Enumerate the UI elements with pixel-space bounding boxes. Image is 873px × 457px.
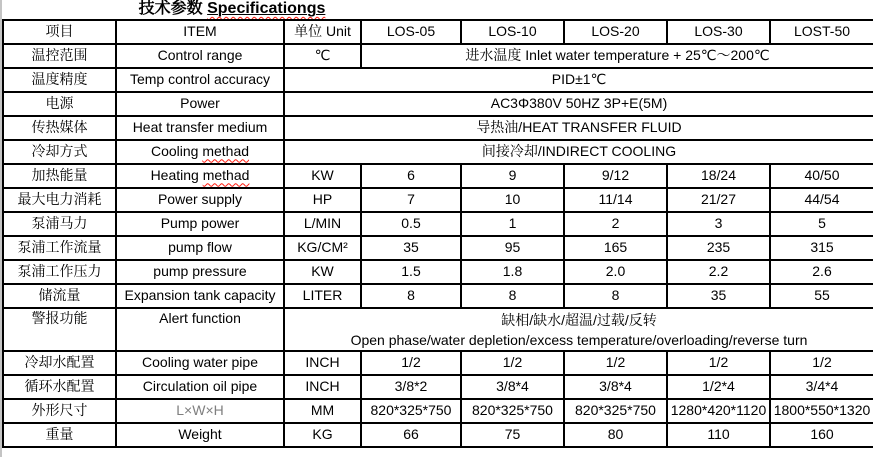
circulation-oil-pipe-los-10: 3/8*4 (461, 375, 564, 399)
header-item-zh: 项目 (3, 20, 116, 44)
circulation-oil-pipe-item-zh: 循环水配置 (3, 375, 116, 399)
heating-capacity-los-20: 9/12 (564, 164, 667, 188)
spec-table (2, 19, 873, 448)
dimensions-item-en: L×W×H (116, 399, 284, 423)
header-item-en: ITEM (116, 20, 284, 44)
pump-pressure-lost-50: 2.6 (770, 260, 873, 284)
expansion-tank-los-10: 8 (461, 284, 564, 308)
cooling-water-pipe-los-20: 1/2 (564, 351, 667, 375)
header-row (3, 20, 873, 44)
heat-transfer-medium-merged-value: 导热油/HEAT TRANSFER FLUID (284, 116, 873, 140)
row-pump-power (3, 212, 873, 236)
dimensions-los-30: 1280*420*1120 (667, 399, 770, 423)
cooling-method-merged-value: 间接冷却/INDIRECT COOLING (284, 140, 873, 164)
alert-function-line-1: 缺相/缺水/超温/过载/反转 (501, 312, 657, 328)
cooling-water-pipe-los-30: 1/2 (667, 351, 770, 375)
row-power (3, 92, 873, 116)
header-los-05: LOS-05 (361, 20, 461, 44)
max-power-consumption-lost-50: 44/54 (770, 188, 873, 212)
weight-lost-50: 160 (770, 423, 873, 447)
max-power-consumption-los-20: 11/14 (564, 188, 667, 212)
alert-function-line-2: Open phase/water depletion/excess temperature/overloading/reverse turn (350, 332, 808, 348)
max-power-consumption-los-10: 10 (461, 188, 564, 212)
temp-accuracy-merged-value: PID±1℃ (284, 68, 873, 92)
row-alert-function (3, 308, 873, 351)
cooling-water-pipe-item-zh: 冷却水配置 (3, 351, 116, 375)
row-control-range (3, 44, 873, 68)
heating-capacity-unit: KW (284, 164, 361, 188)
header-unit: 单位 Unit (284, 20, 361, 44)
control-range-item-zh: 温控范围 (3, 44, 116, 68)
weight-item-en: Weight (116, 423, 284, 447)
expansion-tank-los-05: 8 (361, 284, 461, 308)
temp-accuracy-item-en: Temp control accuracy (116, 68, 284, 92)
heating-capacity-item-en: Heating methad (116, 164, 284, 188)
pump-flow-los-30: 235 (667, 236, 770, 260)
pump-flow-los-20: 165 (564, 236, 667, 260)
power-item-zh: 电源 (3, 92, 116, 116)
expansion-tank-item-zh: 储流量 (3, 284, 116, 308)
header-los-20: LOS-20 (564, 20, 667, 44)
page-title-zh: 技术参数 (138, 0, 203, 17)
circulation-oil-pipe-item-en: Circulation oil pipe (116, 375, 284, 399)
cooling-water-pipe-unit: INCH (284, 351, 361, 375)
pump-pressure-los-20: 2.0 (564, 260, 667, 284)
expansion-tank-item-en: Expansion tank capacity (116, 284, 284, 308)
alert-function-item-en: Alert function (116, 308, 284, 351)
page-title-en: Specificationgs (207, 0, 326, 17)
row-temp-accuracy (3, 68, 873, 92)
pump-power-item-zh: 泵浦马力 (3, 212, 116, 236)
alert-function-merged-value (284, 308, 873, 351)
cooling-method-item-en: Cooling methad (116, 140, 284, 164)
pump-power-los-30: 3 (667, 212, 770, 236)
max-power-consumption-unit: HP (284, 188, 361, 212)
cooling-water-pipe-lost-50: 1/2 (770, 351, 873, 375)
row-dimensions (3, 399, 873, 423)
row-pump-pressure (3, 260, 873, 284)
heating-capacity-lost-50: 40/50 (770, 164, 873, 188)
cooling-water-pipe-item-en: Cooling water pipe (116, 351, 284, 375)
pump-flow-unit: KG/CM² (284, 236, 361, 260)
heat-transfer-medium-item-en: Heat transfer medium (116, 116, 284, 140)
row-heat-transfer-medium (3, 116, 873, 140)
circulation-oil-pipe-los-05: 3/8*2 (361, 375, 461, 399)
control-range-merged-value: 进水温度 Inlet water temperature + 25℃～200℃ (361, 44, 873, 68)
dimensions-item-zh: 外形尺寸 (3, 399, 116, 423)
page-title-en-underline (207, 0, 325, 17)
pump-pressure-item-en: pump pressure (116, 260, 284, 284)
cooling-water-pipe-los-10: 1/2 (461, 351, 564, 375)
expansion-tank-unit: LITER (284, 284, 361, 308)
alert-function-item-zh: 警报功能 (3, 308, 116, 351)
weight-item-zh: 重量 (3, 423, 116, 447)
expansion-tank-los-30: 35 (667, 284, 770, 308)
dimensions-lost-50: 1800*550*1320 (770, 399, 873, 423)
heat-transfer-medium-item-zh: 传热媒体 (3, 116, 116, 140)
pump-flow-item-zh: 泵浦工作流量 (3, 236, 116, 260)
misspelled-word: methad (202, 143, 250, 160)
control-range-unit: ℃ (284, 44, 361, 68)
pump-pressure-item-zh: 泵浦工作压力 (3, 260, 116, 284)
max-power-consumption-los-30: 21/27 (667, 188, 770, 212)
pump-flow-los-10: 95 (461, 236, 564, 260)
dimensions-unit: MM (284, 399, 361, 423)
control-range-item-en: Control range (116, 44, 284, 68)
expansion-tank-los-20: 8 (564, 284, 667, 308)
spec-table-body (3, 44, 873, 447)
weight-los-05: 66 (361, 423, 461, 447)
power-merged-value: AC3Φ380V 50HZ 3P+E(5M) (284, 92, 873, 116)
row-cooling-method (3, 140, 873, 164)
weight-los-30: 110 (667, 423, 770, 447)
dimensions-los-20: 820*325*750 (564, 399, 667, 423)
header-los-30: LOS-30 (667, 20, 770, 44)
cooling-water-pipe-los-05: 1/2 (361, 351, 461, 375)
row-cooling-water-pipe (3, 351, 873, 375)
page-title (2, 0, 462, 19)
pump-power-los-10: 1 (461, 212, 564, 236)
circulation-oil-pipe-lost-50: 3/4*4 (770, 375, 873, 399)
header-los-10: LOS-10 (461, 20, 564, 44)
pump-pressure-los-30: 2.2 (667, 260, 770, 284)
pump-power-los-05: 0.5 (361, 212, 461, 236)
pump-flow-los-05: 35 (361, 236, 461, 260)
pump-power-item-en: Pump power (116, 212, 284, 236)
pump-pressure-los-05: 1.5 (361, 260, 461, 284)
pump-flow-item-en: pump flow (116, 236, 284, 260)
weight-unit: KG (284, 423, 361, 447)
weight-los-20: 80 (564, 423, 667, 447)
row-max-power-consumption (3, 188, 873, 212)
cooling-method-item-zh: 冷却方式 (3, 140, 116, 164)
pump-power-lost-50: 5 (770, 212, 873, 236)
row-weight (3, 423, 873, 447)
pump-flow-lost-50: 315 (770, 236, 873, 260)
heating-capacity-item-zh: 加热能量 (3, 164, 116, 188)
heating-capacity-los-30: 18/24 (667, 164, 770, 188)
row-expansion-tank (3, 284, 873, 308)
pump-pressure-unit: KW (284, 260, 361, 284)
expansion-tank-lost-50: 55 (770, 284, 873, 308)
pump-power-unit: L/MIN (284, 212, 361, 236)
heating-capacity-los-05: 6 (361, 164, 461, 188)
pump-power-los-20: 2 (564, 212, 667, 236)
circulation-oil-pipe-unit: INCH (284, 375, 361, 399)
dimensions-los-05: 820*325*750 (361, 399, 461, 423)
row-pump-flow (3, 236, 873, 260)
misspelled-word: methad (202, 167, 250, 184)
pump-pressure-los-10: 1.8 (461, 260, 564, 284)
circulation-oil-pipe-los-30: 1/2*4 (667, 375, 770, 399)
header-lost-50: LOST-50 (770, 20, 873, 44)
power-item-en: Power (116, 92, 284, 116)
row-heating-capacity (3, 164, 873, 188)
max-power-consumption-los-05: 7 (361, 188, 461, 212)
heating-capacity-los-10: 9 (461, 164, 564, 188)
row-circulation-oil-pipe (3, 375, 873, 399)
max-power-consumption-item-zh: 最大电力消耗 (3, 188, 116, 212)
circulation-oil-pipe-los-20: 3/8*4 (564, 375, 667, 399)
dimensions-los-10: 820*325*750 (461, 399, 564, 423)
max-power-consumption-item-en: Power supply (116, 188, 284, 212)
temp-accuracy-item-zh: 温度精度 (3, 68, 116, 92)
weight-los-10: 75 (461, 423, 564, 447)
